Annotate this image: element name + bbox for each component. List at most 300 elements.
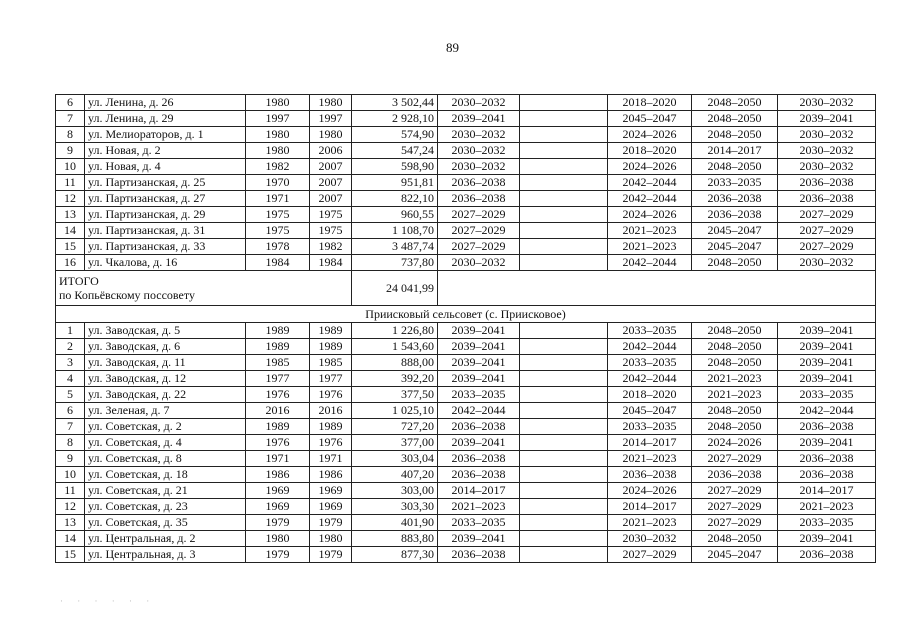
period-cell: 2030–2032 xyxy=(438,159,520,175)
year-commissioned-cell: 1976 xyxy=(310,435,352,451)
period-cell: 2042–2044 xyxy=(608,339,692,355)
table-row xyxy=(56,339,876,355)
year-commissioned-cell: 2007 xyxy=(310,191,352,207)
period-cell: 2048–2050 xyxy=(692,111,778,127)
period-cell: 2039–2041 xyxy=(778,339,876,355)
table-body-bottom xyxy=(56,323,876,563)
year-built-cell: 1982 xyxy=(246,159,310,175)
period-cell: 2033–2035 xyxy=(778,387,876,403)
table-row xyxy=(56,419,876,435)
address-cell: ул. Заводская, д. 22 xyxy=(85,387,246,403)
period-cell: 2048–2050 xyxy=(692,159,778,175)
period-cell: 2018–2020 xyxy=(608,143,692,159)
period-cell: 2036–2038 xyxy=(438,547,520,563)
year-built-cell: 1989 xyxy=(246,323,310,339)
scan-specks: · · · · · · xyxy=(60,596,156,606)
year-built-cell: 1976 xyxy=(246,435,310,451)
period-cell: 2036–2038 xyxy=(438,191,520,207)
row-number: 6 xyxy=(56,403,85,419)
address-cell: ул. Партизанская, д. 25 xyxy=(85,175,246,191)
period-cell: 2030–2032 xyxy=(438,95,520,111)
year-commissioned-cell: 1980 xyxy=(310,95,352,111)
empty-cell xyxy=(520,355,608,371)
period-cell: 2024–2026 xyxy=(608,159,692,175)
period-cell: 2036–2038 xyxy=(778,467,876,483)
area-cell: 960,55 xyxy=(352,207,438,223)
empty-cell xyxy=(520,483,608,499)
table-row xyxy=(56,547,876,563)
area-cell: 303,04 xyxy=(352,451,438,467)
table-row xyxy=(56,387,876,403)
year-built-cell: 1980 xyxy=(246,127,310,143)
year-built-cell: 1979 xyxy=(246,515,310,531)
year-commissioned-cell: 1980 xyxy=(310,531,352,547)
period-cell: 2027–2029 xyxy=(778,207,876,223)
address-cell: ул. Ленина, д. 26 xyxy=(85,95,246,111)
year-built-cell: 1969 xyxy=(246,499,310,515)
period-cell: 2036–2038 xyxy=(438,175,520,191)
year-built-cell: 1989 xyxy=(246,339,310,355)
period-cell: 2039–2041 xyxy=(778,355,876,371)
period-cell: 2042–2044 xyxy=(778,403,876,419)
row-number: 13 xyxy=(56,207,85,223)
period-cell: 2036–2038 xyxy=(438,467,520,483)
period-cell: 2014–2017 xyxy=(608,435,692,451)
period-cell: 2014–2017 xyxy=(778,483,876,499)
area-cell: 3 502,44 xyxy=(352,95,438,111)
period-cell: 2039–2041 xyxy=(438,531,520,547)
year-commissioned-cell: 1980 xyxy=(310,127,352,143)
row-number: 5 xyxy=(56,387,85,403)
area-cell: 737,80 xyxy=(352,255,438,271)
area-cell: 822,10 xyxy=(352,191,438,207)
address-cell: ул. Зеленая, д. 7 xyxy=(85,403,246,419)
period-cell: 2033–2035 xyxy=(608,419,692,435)
period-cell: 2024–2026 xyxy=(692,435,778,451)
year-built-cell: 1997 xyxy=(246,111,310,127)
table-body-total xyxy=(56,271,876,323)
table-row xyxy=(56,175,876,191)
row-number: 12 xyxy=(56,191,85,207)
address-cell: ул. Центральная, д. 3 xyxy=(85,547,246,563)
period-cell: 2036–2038 xyxy=(692,207,778,223)
year-commissioned-cell: 1975 xyxy=(310,223,352,239)
year-commissioned-cell: 2007 xyxy=(310,159,352,175)
year-commissioned-cell: 1986 xyxy=(310,467,352,483)
table-body-top xyxy=(56,95,876,271)
year-commissioned-cell: 2016 xyxy=(310,403,352,419)
area-cell: 377,00 xyxy=(352,435,438,451)
table-row xyxy=(56,255,876,271)
period-cell: 2042–2044 xyxy=(438,403,520,419)
empty-cell xyxy=(520,467,608,483)
period-cell: 2018–2020 xyxy=(608,95,692,111)
empty-cell xyxy=(520,159,608,175)
section-title: Приисковый сельсовет (с. Приисковое) xyxy=(56,306,876,323)
table-row xyxy=(56,515,876,531)
area-cell: 888,00 xyxy=(352,355,438,371)
empty-cell xyxy=(520,95,608,111)
period-cell: 2045–2047 xyxy=(692,223,778,239)
period-cell: 2030–2032 xyxy=(608,531,692,547)
period-cell: 2039–2041 xyxy=(438,323,520,339)
total-value: 24 041,99 xyxy=(352,271,438,306)
period-cell: 2042–2044 xyxy=(608,255,692,271)
row-number: 11 xyxy=(56,175,85,191)
year-commissioned-cell: 1979 xyxy=(310,547,352,563)
period-cell: 2027–2029 xyxy=(608,547,692,563)
year-built-cell: 1977 xyxy=(246,371,310,387)
period-cell: 2039–2041 xyxy=(778,531,876,547)
row-number: 7 xyxy=(56,419,85,435)
year-commissioned-cell: 1984 xyxy=(310,255,352,271)
table-row xyxy=(56,403,876,419)
table-row xyxy=(56,127,876,143)
address-cell: ул. Новая, д. 4 xyxy=(85,159,246,175)
period-cell: 2036–2038 xyxy=(778,419,876,435)
period-cell: 2027–2029 xyxy=(438,239,520,255)
period-cell: 2036–2038 xyxy=(778,175,876,191)
row-number: 9 xyxy=(56,143,85,159)
period-cell: 2027–2029 xyxy=(778,239,876,255)
area-cell: 377,50 xyxy=(352,387,438,403)
row-number: 10 xyxy=(56,159,85,175)
year-built-cell: 1975 xyxy=(246,207,310,223)
period-cell: 2048–2050 xyxy=(692,95,778,111)
period-cell: 2036–2038 xyxy=(778,191,876,207)
address-cell: ул. Советская, д. 4 xyxy=(85,435,246,451)
period-cell: 2021–2023 xyxy=(608,223,692,239)
page-number: 89 xyxy=(446,40,459,55)
period-cell: 2048–2050 xyxy=(692,323,778,339)
table-row xyxy=(56,239,876,255)
row-number: 4 xyxy=(56,371,85,387)
period-cell: 2021–2023 xyxy=(438,499,520,515)
table-row xyxy=(56,435,876,451)
year-built-cell: 1980 xyxy=(246,531,310,547)
period-cell: 2048–2050 xyxy=(692,403,778,419)
year-built-cell: 1989 xyxy=(246,419,310,435)
period-cell: 2042–2044 xyxy=(608,175,692,191)
period-cell: 2036–2038 xyxy=(778,547,876,563)
address-cell: ул. Центральная, д. 2 xyxy=(85,531,246,547)
table-row xyxy=(56,111,876,127)
period-cell: 2030–2032 xyxy=(778,95,876,111)
period-cell: 2024–2026 xyxy=(608,207,692,223)
period-cell: 2027–2029 xyxy=(692,499,778,515)
address-cell: ул. Советская, д. 35 xyxy=(85,515,246,531)
empty-cell xyxy=(520,419,608,435)
period-cell: 2027–2029 xyxy=(438,207,520,223)
period-cell: 2048–2050 xyxy=(692,355,778,371)
year-commissioned-cell: 1985 xyxy=(310,355,352,371)
empty-cell xyxy=(520,255,608,271)
year-built-cell: 1971 xyxy=(246,191,310,207)
year-commissioned-cell: 1969 xyxy=(310,499,352,515)
empty-cell xyxy=(520,323,608,339)
table-row xyxy=(56,371,876,387)
row-number: 16 xyxy=(56,255,85,271)
period-cell: 2039–2041 xyxy=(778,435,876,451)
period-cell: 2027–2029 xyxy=(692,451,778,467)
period-cell: 2042–2044 xyxy=(608,191,692,207)
empty-cell xyxy=(520,339,608,355)
table-row xyxy=(56,191,876,207)
year-built-cell: 1985 xyxy=(246,355,310,371)
period-cell: 2021–2023 xyxy=(778,499,876,515)
area-cell: 3 487,74 xyxy=(352,239,438,255)
total-label xyxy=(56,271,352,306)
table-row xyxy=(56,223,876,239)
area-cell: 1 025,10 xyxy=(352,403,438,419)
period-cell: 2045–2047 xyxy=(692,239,778,255)
empty-cell xyxy=(520,143,608,159)
row-number: 8 xyxy=(56,435,85,451)
period-cell: 2036–2038 xyxy=(692,467,778,483)
year-built-cell: 1976 xyxy=(246,387,310,403)
row-number: 14 xyxy=(56,223,85,239)
period-cell: 2021–2023 xyxy=(608,451,692,467)
table-row xyxy=(56,355,876,371)
empty-cell xyxy=(520,515,608,531)
period-cell: 2024–2026 xyxy=(608,127,692,143)
row-number: 8 xyxy=(56,127,85,143)
year-commissioned-cell: 1989 xyxy=(310,323,352,339)
year-commissioned-cell: 1989 xyxy=(310,339,352,355)
period-cell: 2039–2041 xyxy=(438,371,520,387)
period-cell: 2033–2035 xyxy=(692,175,778,191)
row-number: 10 xyxy=(56,467,85,483)
area-cell: 547,24 xyxy=(352,143,438,159)
year-built-cell: 1980 xyxy=(246,143,310,159)
period-cell: 2045–2047 xyxy=(692,547,778,563)
period-cell: 2039–2041 xyxy=(438,111,520,127)
period-cell: 2033–2035 xyxy=(608,355,692,371)
year-commissioned-cell: 1969 xyxy=(310,483,352,499)
address-cell: ул. Новая, д. 2 xyxy=(85,143,246,159)
empty-cell xyxy=(520,191,608,207)
address-cell: ул. Заводская, д. 6 xyxy=(85,339,246,355)
empty-cell xyxy=(520,435,608,451)
area-cell: 303,00 xyxy=(352,483,438,499)
period-cell: 2036–2038 xyxy=(608,467,692,483)
period-cell: 2042–2044 xyxy=(608,371,692,387)
period-cell: 2018–2020 xyxy=(608,387,692,403)
row-number: 13 xyxy=(56,515,85,531)
period-cell: 2014–2017 xyxy=(608,499,692,515)
period-cell: 2048–2050 xyxy=(692,531,778,547)
year-built-cell: 1971 xyxy=(246,451,310,467)
period-cell: 2045–2047 xyxy=(608,111,692,127)
empty-cell xyxy=(520,387,608,403)
table-row xyxy=(56,159,876,175)
year-commissioned-cell: 1976 xyxy=(310,387,352,403)
period-cell: 2036–2038 xyxy=(438,419,520,435)
area-cell: 727,20 xyxy=(352,419,438,435)
table-row xyxy=(56,207,876,223)
empty-cell xyxy=(520,451,608,467)
period-cell: 2039–2041 xyxy=(438,339,520,355)
year-commissioned-cell: 1982 xyxy=(310,239,352,255)
year-built-cell: 1986 xyxy=(246,467,310,483)
period-cell: 2030–2032 xyxy=(778,143,876,159)
address-cell: ул. Чкалова, д. 16 xyxy=(85,255,246,271)
row-number: 3 xyxy=(56,355,85,371)
period-cell: 2039–2041 xyxy=(438,355,520,371)
year-built-cell: 1984 xyxy=(246,255,310,271)
period-cell: 2048–2050 xyxy=(692,127,778,143)
empty-cell xyxy=(520,111,608,127)
period-cell: 2021–2023 xyxy=(608,239,692,255)
area-cell: 392,20 xyxy=(352,371,438,387)
empty-cell xyxy=(520,531,608,547)
address-cell: ул. Заводская, д. 11 xyxy=(85,355,246,371)
empty-cell xyxy=(520,175,608,191)
table-row xyxy=(56,323,876,339)
period-cell: 2036–2038 xyxy=(778,451,876,467)
period-cell: 2014–2017 xyxy=(692,143,778,159)
row-number: 9 xyxy=(56,451,85,467)
period-cell: 2039–2041 xyxy=(778,111,876,127)
row-number: 6 xyxy=(56,95,85,111)
period-cell: 2014–2017 xyxy=(438,483,520,499)
table-row xyxy=(56,95,876,111)
empty-cell xyxy=(520,499,608,515)
period-cell: 2039–2041 xyxy=(778,371,876,387)
row-number: 7 xyxy=(56,111,85,127)
housing-table xyxy=(55,94,876,563)
period-cell: 2048–2050 xyxy=(692,255,778,271)
row-number: 11 xyxy=(56,483,85,499)
area-cell: 883,80 xyxy=(352,531,438,547)
table-row xyxy=(56,483,876,499)
period-cell: 2033–2035 xyxy=(438,515,520,531)
area-cell: 401,90 xyxy=(352,515,438,531)
period-cell: 2048–2050 xyxy=(692,339,778,355)
year-commissioned-cell: 2006 xyxy=(310,143,352,159)
period-cell: 2033–2035 xyxy=(778,515,876,531)
year-commissioned-cell: 1997 xyxy=(310,111,352,127)
area-cell: 598,90 xyxy=(352,159,438,175)
section-row xyxy=(56,306,876,323)
period-cell: 2024–2026 xyxy=(608,483,692,499)
address-cell: ул. Партизанская, д. 27 xyxy=(85,191,246,207)
address-cell: ул. Партизанская, д. 31 xyxy=(85,223,246,239)
year-built-cell: 1969 xyxy=(246,483,310,499)
period-cell: 2030–2032 xyxy=(778,159,876,175)
empty-cell xyxy=(520,223,608,239)
period-cell: 2027–2029 xyxy=(692,483,778,499)
year-built-cell: 1975 xyxy=(246,223,310,239)
period-cell: 2021–2023 xyxy=(608,515,692,531)
table-row xyxy=(56,143,876,159)
year-commissioned-cell: 1989 xyxy=(310,419,352,435)
period-cell: 2027–2029 xyxy=(778,223,876,239)
year-commissioned-cell: 1977 xyxy=(310,371,352,387)
address-cell: ул. Ленина, д. 29 xyxy=(85,111,246,127)
year-commissioned-cell: 1975 xyxy=(310,207,352,223)
area-cell: 1 226,80 xyxy=(352,323,438,339)
year-built-cell: 2016 xyxy=(246,403,310,419)
empty-cell xyxy=(520,547,608,563)
address-cell: ул. Партизанская, д. 33 xyxy=(85,239,246,255)
period-cell: 2030–2032 xyxy=(778,255,876,271)
area-cell: 2 928,10 xyxy=(352,111,438,127)
row-number: 14 xyxy=(56,531,85,547)
row-number: 12 xyxy=(56,499,85,515)
total-row xyxy=(56,271,876,306)
address-cell: ул. Советская, д. 2 xyxy=(85,419,246,435)
year-built-cell: 1970 xyxy=(246,175,310,191)
period-cell: 2039–2041 xyxy=(778,323,876,339)
empty-cell xyxy=(520,403,608,419)
table-row xyxy=(56,467,876,483)
area-cell: 951,81 xyxy=(352,175,438,191)
row-number: 15 xyxy=(56,239,85,255)
period-cell: 2030–2032 xyxy=(438,127,520,143)
year-built-cell: 1979 xyxy=(246,547,310,563)
row-number: 15 xyxy=(56,547,85,563)
period-cell: 2036–2038 xyxy=(692,191,778,207)
period-cell: 2021–2023 xyxy=(692,371,778,387)
period-cell: 2033–2035 xyxy=(438,387,520,403)
address-cell: ул. Партизанская, д. 29 xyxy=(85,207,246,223)
period-cell: 2030–2032 xyxy=(438,255,520,271)
area-cell: 1 108,70 xyxy=(352,223,438,239)
total-label-line2: по Копьёвскому поссовету xyxy=(59,288,195,302)
year-commissioned-cell: 1971 xyxy=(310,451,352,467)
area-cell: 1 543,60 xyxy=(352,339,438,355)
total-label-line1: ИТОГО xyxy=(59,274,99,288)
empty-cell xyxy=(520,127,608,143)
empty-cell xyxy=(520,371,608,387)
year-built-cell: 1980 xyxy=(246,95,310,111)
address-cell: ул. Заводская, д. 5 xyxy=(85,323,246,339)
table-row xyxy=(56,531,876,547)
period-cell: 2039–2041 xyxy=(438,435,520,451)
period-cell: 2030–2032 xyxy=(778,127,876,143)
address-cell: ул. Заводская, д. 12 xyxy=(85,371,246,387)
period-cell: 2030–2032 xyxy=(438,143,520,159)
table-row xyxy=(56,499,876,515)
period-cell: 2033–2035 xyxy=(608,323,692,339)
address-cell: ул. Советская, д. 23 xyxy=(85,499,246,515)
row-number: 2 xyxy=(56,339,85,355)
period-cell: 2027–2029 xyxy=(438,223,520,239)
year-built-cell: 1978 xyxy=(246,239,310,255)
area-cell: 877,30 xyxy=(352,547,438,563)
address-cell: ул. Советская, д. 21 xyxy=(85,483,246,499)
area-cell: 574,90 xyxy=(352,127,438,143)
year-commissioned-cell: 1979 xyxy=(310,515,352,531)
row-number: 1 xyxy=(56,323,85,339)
year-commissioned-cell: 2007 xyxy=(310,175,352,191)
area-cell: 303,30 xyxy=(352,499,438,515)
period-cell: 2027–2029 xyxy=(692,515,778,531)
address-cell: ул. Советская, д. 18 xyxy=(85,467,246,483)
empty-cell xyxy=(520,239,608,255)
period-cell: 2021–2023 xyxy=(692,387,778,403)
period-cell: 2045–2047 xyxy=(608,403,692,419)
total-empty xyxy=(438,271,876,306)
empty-cell xyxy=(520,207,608,223)
period-cell: 2048–2050 xyxy=(692,419,778,435)
address-cell: ул. Мелиораторов, д. 1 xyxy=(85,127,246,143)
address-cell: ул. Советская, д. 8 xyxy=(85,451,246,467)
period-cell: 2036–2038 xyxy=(438,451,520,467)
table-row xyxy=(56,451,876,467)
area-cell: 407,20 xyxy=(352,467,438,483)
